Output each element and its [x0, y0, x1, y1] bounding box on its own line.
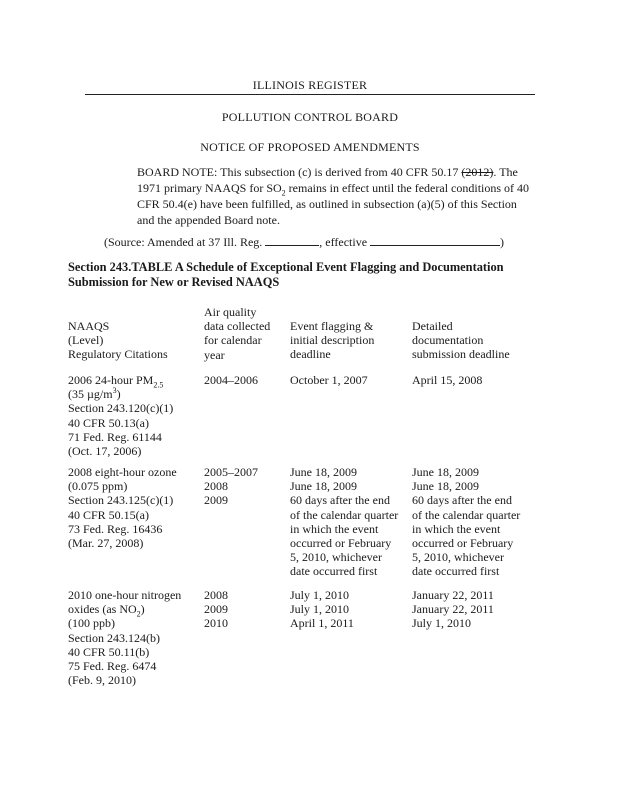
- register-title: ILLINOIS REGISTER: [252, 78, 368, 92]
- table-row-1-flagging: October 1, 2007: [290, 373, 368, 387]
- board-note-text-2: . The 1971 primary NAAQS for SO: [137, 165, 518, 195]
- register-page-blank: [265, 233, 319, 246]
- table-row-1-years: 2004–2006: [204, 373, 258, 387]
- table-row-1-documentation: April 15, 2008: [412, 373, 483, 387]
- naaqs-level: (35 µg/m: [68, 387, 113, 402]
- naaqs-level-close: ): [116, 387, 121, 402]
- section-title: Section 243.TABLE A Schedule of Exceptional Event Flagging and Documentation Submission for New or Revised NAAQS: [68, 260, 504, 289]
- naaqs-citations: Section 243.120(c)(1) 40 CFR 50.13(a) 71 Fed. Reg. 61144 (Oct. 17, 2006): [68, 401, 174, 459]
- board-note-text: BOARD NOTE: This subsection (c) is derived from 40 CFR 50.17: [137, 165, 462, 179]
- source-mid: , effective: [319, 235, 371, 249]
- table-row-3-flagging: July 1, 2010 July 1, 2010 April 1, 2011: [290, 588, 354, 631]
- source-line: [104, 233, 504, 250]
- no2-subscript: 2: [136, 609, 141, 619]
- so2-subscript: 2: [281, 188, 286, 198]
- pm-subscript: 2.5: [153, 380, 164, 390]
- naaqs-pollutant-close: ): [140, 602, 145, 617]
- notice-title: NOTICE OF PROPOSED AMENDMENTS: [200, 140, 420, 154]
- table-row-2-naaqs: 2008 eight-hour ozone (0.075 ppm) Section 243.125(c)(1) 40 CFR 50.15(a) 73 Fed. Reg. 16436 (Mar. 27, 2008): [68, 465, 177, 551]
- source-prefix: (Source: Amended at 37 Ill. Reg.: [104, 235, 266, 249]
- effective-date-blank: [370, 233, 500, 246]
- table-row-2-years: 2005–2007 2008 2009: [204, 465, 258, 508]
- table-row-3-naaqs: [68, 588, 193, 687]
- naaqs-citations: (100 ppb) Section 243.124(b) 40 CFR 50.11(b) 75 Fed. Reg. 6474 (Feb. 9, 2010): [68, 616, 160, 688]
- naaqs-pollutant: oxides (as NO: [68, 602, 137, 617]
- agency-title: POLLUTION CONTROL BOARD: [221, 110, 399, 124]
- table-row-3-documentation: January 22, 2011 January 22, 2011 July 1, 2010: [412, 588, 494, 631]
- header-documentation-deadline: Detailed documentation submission deadline: [412, 319, 510, 362]
- table-row-2-flagging: June 18, 2009 June 18, 2009 60 days after the end of the calendar quarter in which the event occurred or February 5, 2010, whichever date occurred first: [290, 465, 399, 579]
- board-note-text-3: remains in effect until the federal conditions of 40 CFR 50.4(e) have been fulfilled, as outlined in subsection (a)(5) of this Section and the appended Board note.: [137, 181, 530, 227]
- table-row-1-naaqs: [68, 373, 193, 458]
- struck-year: (2012): [461, 165, 494, 179]
- header-data-year: Air quality data collected for calendar year: [204, 305, 271, 362]
- table-row-3-years: 2008 2009 2010: [204, 588, 228, 631]
- naaqs-name: 2006 24-hour PM: [68, 373, 154, 387]
- cubic-superscript: 3: [112, 386, 117, 396]
- header-naaqs: NAAQS (Level) Regulatory Citations: [68, 319, 168, 362]
- source-suffix: ): [500, 235, 505, 249]
- naaqs-name: 2010 one-hour nitrogen: [68, 588, 182, 602]
- board-note: [137, 164, 532, 228]
- header-rule: [85, 94, 535, 95]
- table-row-2-documentation: June 18, 2009 June 18, 2009 60 days after the end of the calendar quarter in which the event occurred or February 5, 2010, whichever date occurred first: [412, 465, 521, 579]
- header-flagging-deadline: Event flagging & initial description deadline: [290, 319, 375, 362]
